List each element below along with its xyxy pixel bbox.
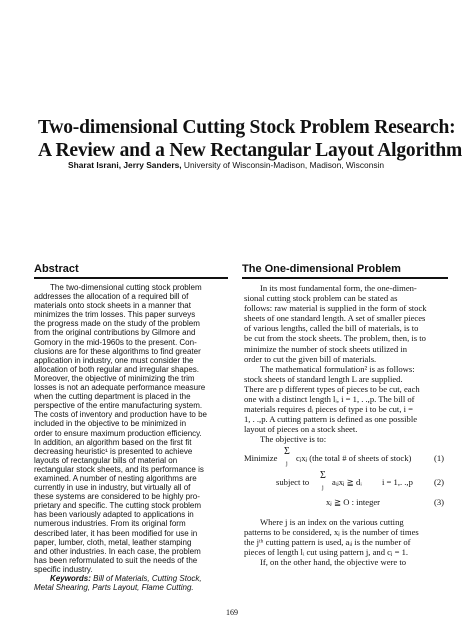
text-line: minimize the number of stock sheets utilized in [244,343,408,354]
text-line: 1, . .,p. A cutting pattern is defined as one possible [244,414,418,425]
text-line: In its most fundamental form, the one-dimen- [260,283,417,293]
eq3-expr: xⱼ ≧ O : integer [326,496,381,507]
title-line-2: A Review and a New Rectangular Layout Algorithm [38,140,463,161]
text-line: patterns to be considered, xⱼ is the number of times [244,526,419,537]
text-line: stock sheets of standard length L are supplied. [244,373,403,384]
keywords-line-1 [34,574,230,583]
text-line: decreasing heuristic¹ is presented to achieve [34,446,193,456]
eq1-sum: Σ [284,445,290,457]
paper-title [38,116,463,162]
text-line: of various lengths, called the bill of materials, is to [244,323,419,334]
eq1-expr: cⱼxⱼ (the total # of sheets of stock) [296,452,412,463]
text-line: from the original contributions by Gilmore and [34,328,196,338]
text-line: allocation of both regular and irregular shapes. [34,364,199,374]
text-line: these systems are considered to be highly pro- [34,492,200,502]
text-line: layouts of rectangular bills of material on [34,455,178,465]
author-line [68,160,384,170]
text-line: sional cutting stock problem can be stated as [244,293,398,304]
text-line: described later, it has been modified for use in [34,528,198,538]
text-line: rectangular stock sheets, and its performance is [34,464,204,474]
eq1-lead: Minimize [244,452,278,463]
text-line: The two-dimensional cutting stock problem [50,283,202,292]
equation-3 [244,495,450,511]
section-body [244,283,450,567]
section-heading: The One-dimensional Problem [242,263,448,279]
eq2-number: (2) [434,476,445,487]
text-line: the progress made on the study of the problem [34,319,200,329]
eq2-sum: Σ [320,469,326,481]
text-line: materials requires dᵢ pieces of type i to be cut, i = [244,404,414,415]
eq2-lead: subject to [276,476,310,487]
eq2-expr: aᵢⱼxⱼ ≧ dᵢ [332,476,362,487]
keywords-label: Keywords: [50,574,91,583]
text-line: In addition, an algorithm based on the first fit [34,437,192,447]
text-line: Where j is an index on the various cutting [260,516,404,527]
text-line: losses is not an adequate performance measure [34,383,206,393]
eq1-number: (1) [434,452,445,463]
text-line: when the cutting department is placed in the [34,392,191,402]
text-line: sheets of one standard length. A set of smaller pieces [244,313,426,324]
text-line: materials onto stock sheets in a manner that [34,301,191,311]
text-line: addresses the allocation of a required bill of [34,292,189,302]
text-line: order to cut the given bill of materials. [244,353,377,364]
text-line: If, on the other hand, the objective were to [260,556,407,567]
text-line: examined. A number of nesting algorithms are [34,473,197,483]
abstract-lines [34,283,230,574]
eq3-number: (3) [434,496,445,507]
text-line: and other industries. In each case, the problem [34,546,201,556]
text-line: the jᵗʰ cutting pattern is used, aᵢⱼ is the number of [244,536,411,547]
affiliation: University of Wisconsin-Madison, Madison, Wisconsin [183,160,385,170]
text-line: prietary and specific. The cutting stock problem [34,501,202,511]
keywords-text-1: Bill of Materials, Cutting Stock, [93,574,202,583]
text-line: layout of pieces on a stock sheet. [244,424,358,435]
section-paragraphs-a [244,283,450,445]
text-line: has been variously adapted to applications in [34,510,194,520]
text-line: paper, lumber, cloth, metal, leather stamping [34,537,192,547]
title-line-1: Two-dimensional Cutting Stock Problem Research: [38,117,456,138]
text-line: follows: raw material is supplied in the form of stock [244,303,427,314]
page-number: 169 [226,608,238,617]
text-line: minimizes the trim losses. This paper surveys [34,310,196,320]
text-line: The costs of inventory and production have to be [34,410,207,420]
text-line: currently in use in industry, but virtually all of [34,483,191,493]
text-line: clusions are for these algorithms to find greater [34,346,201,356]
text-line: Gomory in the mid-1960s to the present. Con- [34,337,197,347]
eq2-sub: j [322,484,324,491]
text-line: one with a distinct length lᵢ, i = 1, . .,p. The bill of [244,394,415,405]
text-line: order to ensure maximum production efficiency. [34,428,202,438]
text-line: pieces of length lᵢ cut using pattern j, and cⱼ = 1. [244,546,409,557]
text-line: has been reformulated to suit the needs of the [34,555,198,565]
authors: Sharat Israni, Jerry Sanders, [68,160,182,170]
text-line: The mathematical formulation² is as follows: [260,363,415,374]
text-line: specific industry. [34,564,93,574]
text-line: be cut from the stock sheets. The problem, then, is to [244,333,426,344]
equation-1 [244,447,450,469]
text-line: Moreover, the objective of minimizing the trim [34,373,195,383]
text-line: perspective of the entire manufacturing system. [34,401,203,411]
text-line: numerous industries. From its original form [34,519,186,529]
text-line: application in industry, one must consider the [34,355,194,365]
text-line: included in the objective to be minimized in [34,419,187,429]
text-line: There are p different types of pieces to be cut, each [244,383,420,394]
abstract-body [34,283,230,592]
eq1-sub: j [286,460,288,467]
abstract-heading: Abstract [34,263,228,279]
equation-2 [244,471,450,493]
keywords-line-2: Metal Shearing, Parts Layout, Flame Cutting. [34,583,194,593]
eq2-range: i = 1,. .,p [382,476,413,487]
text-line: The objective is to: [260,434,327,445]
section-paragraphs-b [244,517,450,567]
